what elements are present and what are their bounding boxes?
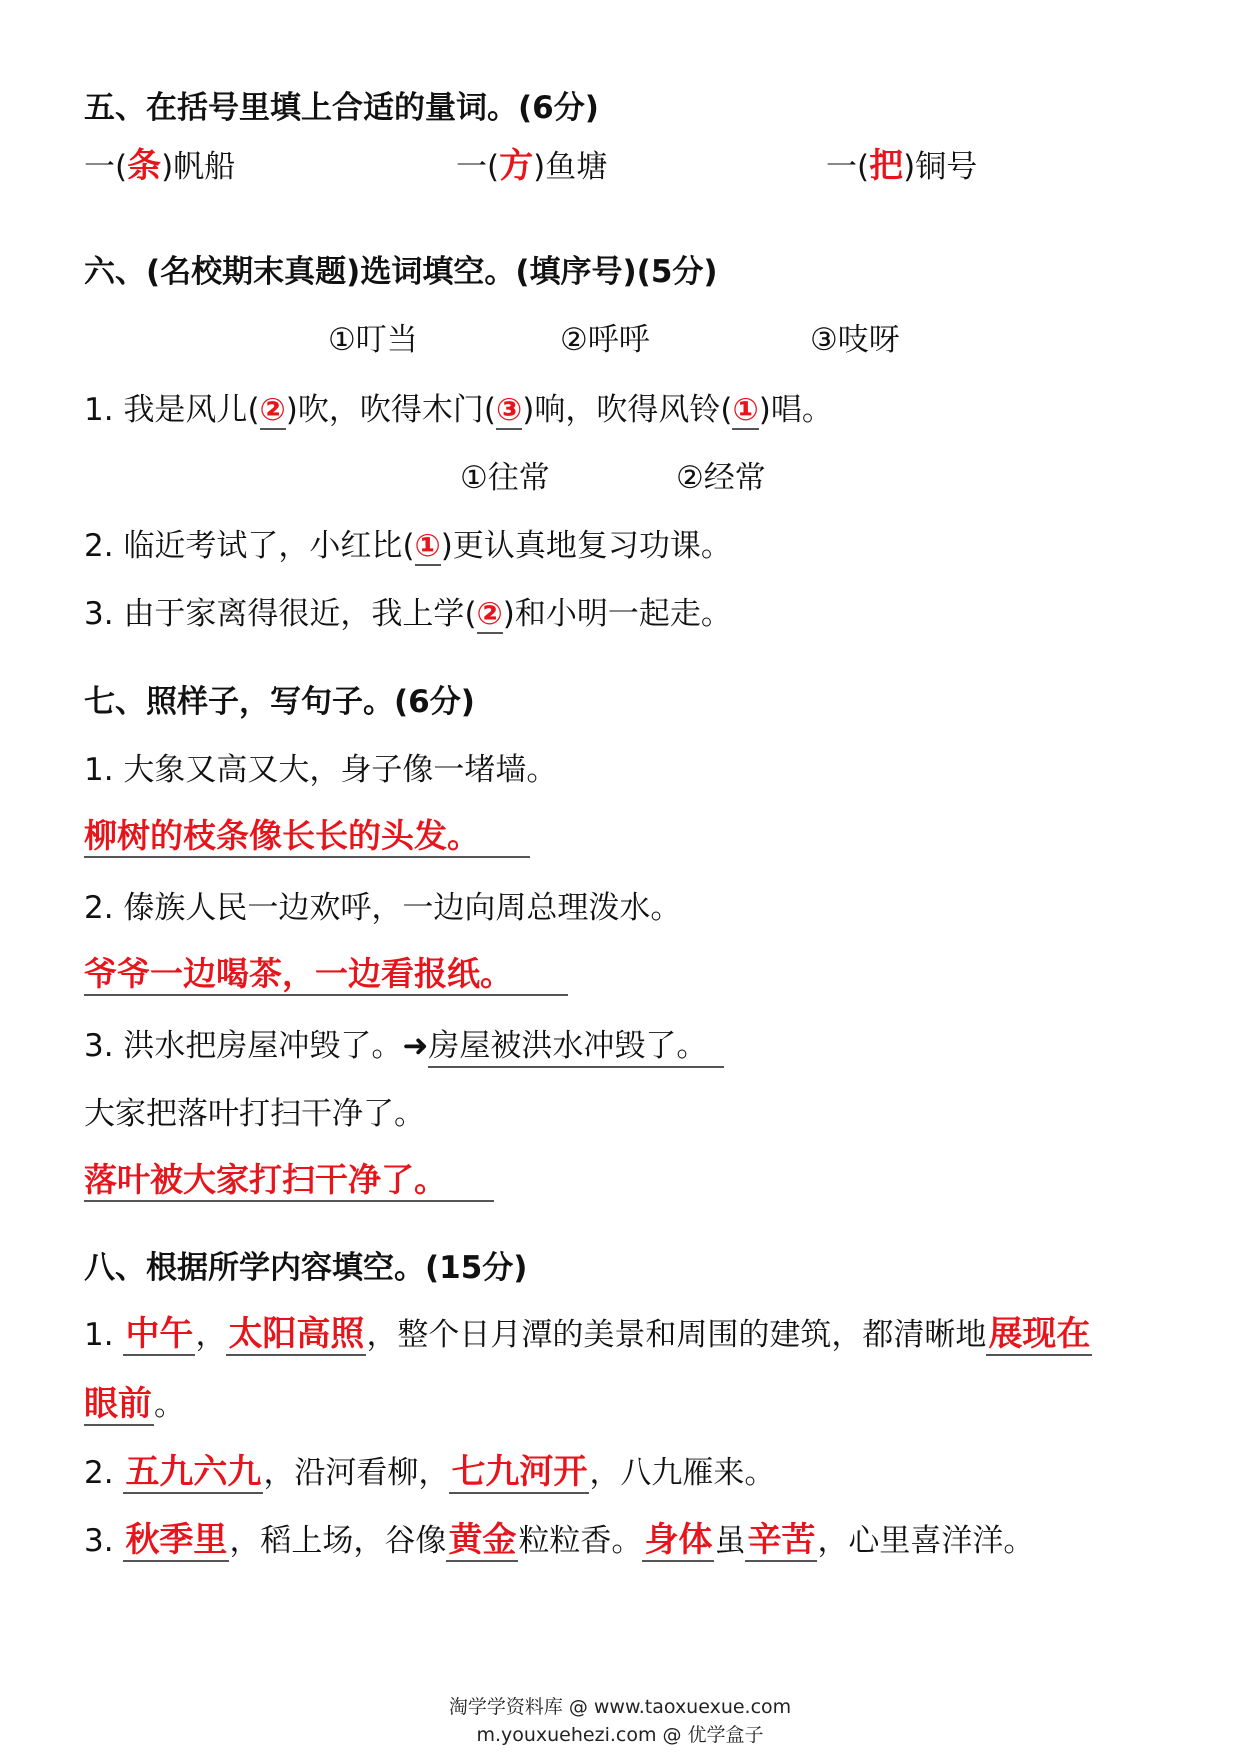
sec5-answer-1: 条: [127, 146, 162, 186]
sec7-example-answer: 房屋被洪水冲毁了。: [428, 1026, 724, 1068]
sec7-answer-2: 爷爷一边喝茶，一边看报纸。: [84, 954, 568, 996]
sec5-item-3: 一(把)铜号: [826, 146, 978, 186]
sec7-answer-2-line: [84, 954, 568, 996]
sec7-answer-1: 柳树的枝条像长长的头发。: [84, 816, 530, 858]
sec8-line-3: 3. 秋季里，稻上场，谷像黄金粒粒香。身体虽辛苦，心里喜洋洋。: [84, 1520, 1035, 1560]
section-7-title: 七、照样子，写句子。(6分): [84, 684, 475, 720]
sec6-question-3: 3. 由于家离得很近，我上学(②)和小明一起走。: [84, 596, 732, 632]
sec7-answer-1-line: [84, 816, 530, 858]
section-8-title: 八、根据所学内容填空。(15分): [84, 1250, 528, 1286]
sec7-question-2: 2. 傣族人民一边欢呼，一边向周总理泼水。: [84, 890, 682, 926]
sec8-blank-3: 展现在: [988, 1314, 1091, 1354]
sec7-question-1: 1. 大象又高又大，身子像一堵墙。: [84, 752, 558, 788]
arrow-icon: ➜: [402, 1028, 429, 1064]
sec5-answer-2: 方: [499, 146, 534, 186]
sec8-blank-4: 五九六九: [125, 1452, 262, 1492]
sec8-blank-8: 身体: [644, 1520, 713, 1560]
sec8-line-1: 1. 中午，太阳高照，整个日月潭的美景和周围的建筑，都清晰地展现在: [84, 1314, 1091, 1354]
sec6-option-1: ①叮当: [328, 322, 418, 358]
section-6-title: 六、(名校期末真题)选词填空。(填序号)(5分): [84, 254, 718, 290]
sec7-question-3-task: 大家把落叶打扫干净了。: [84, 1096, 425, 1132]
sec8-blank-7: 黄金: [448, 1520, 517, 1560]
sec6-q1-blank-1: ②: [259, 392, 286, 428]
sec8-line-1-cont: 眼前。: [84, 1384, 185, 1424]
sec5-item-2: 一(方)鱼塘: [456, 146, 608, 186]
footer-line-1: 淘学学资料库 @ www.taoxuexue.com: [448, 1696, 792, 1718]
sec8-line-2: 2. 五九六九，沿河看柳，七九河开，八九雁来。: [84, 1452, 776, 1492]
sec6-option-5: ②经常: [676, 460, 766, 496]
sec5-item-1: 一(条)帆船: [84, 146, 236, 186]
sec8-blank-6: 秋季里: [125, 1520, 228, 1560]
sec6-option-3: ③吱呀: [810, 322, 900, 358]
sec6-q2-blank: ①: [414, 528, 441, 564]
sec8-blank-9: 辛苦: [747, 1520, 816, 1560]
sec6-option-2: ②呼呼: [560, 322, 650, 358]
sec8-blank-2: 太阳高照: [228, 1314, 365, 1354]
sec8-blank-5: 七九河开: [451, 1452, 588, 1492]
sec6-option-4: ①往常: [460, 460, 550, 496]
sec6-question-2: 2. 临近考试了，小红比(①)更认真地复习功课。: [84, 528, 732, 564]
sec6-q3-blank: ②: [476, 596, 503, 632]
sec8-blank-1: 中午: [125, 1314, 194, 1354]
footer-line-2: m.youxuehezi.com @ 优学盒子: [476, 1724, 764, 1746]
sec6-q1-blank-2: ③: [496, 392, 523, 428]
sec7-answer-3: 落叶被大家打扫干净了。: [84, 1160, 494, 1202]
sec6-question-1: 1. 我是风儿(②)吹，吹得木门(③)响，吹得风铃(①)唱。: [84, 392, 833, 428]
sec6-q1-blank-3: ①: [732, 392, 759, 428]
section-5-title: 五、在括号里填上合适的量词。(6分): [84, 90, 599, 126]
sec8-blank-3-cont: 眼前: [84, 1384, 152, 1424]
sec5-answer-3: 把: [869, 146, 904, 186]
sec7-answer-3-line: [84, 1160, 494, 1202]
sec7-question-3: 3. 洪水把房屋冲毁了。➜房屋被洪水冲毁了。: [84, 1026, 724, 1068]
